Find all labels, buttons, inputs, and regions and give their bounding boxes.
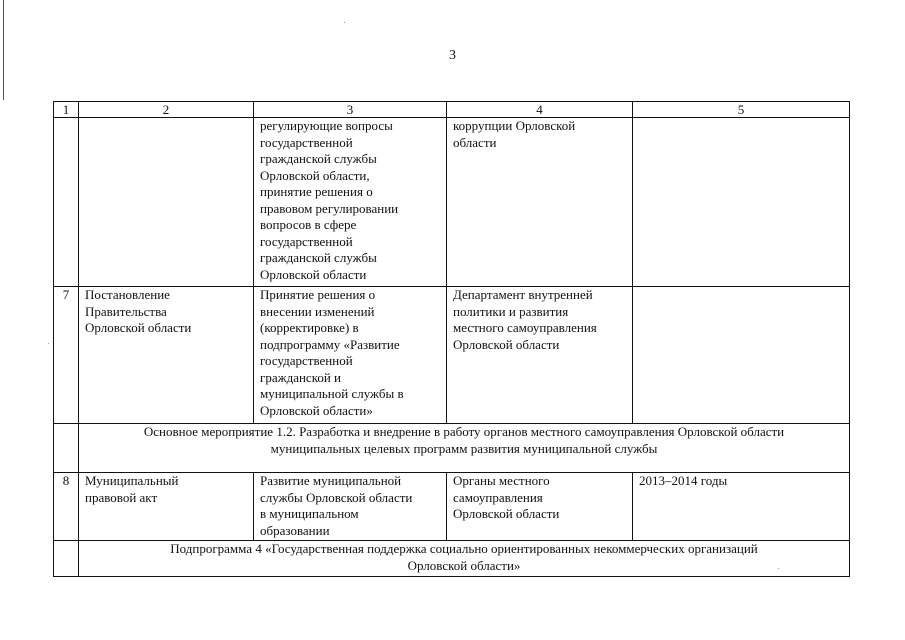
table-row-continued [54,118,850,287]
header-cell: 5 [633,102,850,118]
scan-speck [344,22,345,23]
header-cell: 2 [79,102,254,118]
content-cell: Принятие решения о внесении изменений (корректировке) в подпрограмму «Развитие государственной гражданской и муниципальной службы в Орловской области» [254,287,447,424]
content-cell: Развитие муниципальной службы Орловской области в муниципальном образовании [254,473,447,541]
row-number [54,118,79,287]
document-type-cell [79,118,254,287]
header-cell: 4 [447,102,633,118]
row-number [54,424,79,473]
table-row-8 [54,473,850,541]
row-number [54,541,79,577]
subprogram-heading-row [54,541,850,577]
section-heading-1-2: Основное мероприятие 1.2. Разработка и внедрение в работу органов местного самоуправления Орловской области муниципальных целевых программ развития муниципальной службы [79,424,850,473]
executor-cell: Органы местного самоуправления Орловской области [447,473,633,541]
header-cell: 3 [254,102,447,118]
document-type-cell: Постановление Правительства Орловской области [79,287,254,424]
program-table [53,101,850,577]
table-row-7 [54,287,850,424]
executor-cell: коррупции Орловской области [447,118,633,287]
deadline-cell [633,118,850,287]
header-cell: 1 [54,102,79,118]
row-number: 8 [54,473,79,541]
row-number: 7 [54,287,79,424]
executor-cell: Департамент внутренней политики и развития местного самоуправления Орловской области [447,287,633,424]
content-cell: регулирующие вопросы государственной гражданской службы Орловской области, принятие решения о правовом регулировании вопросов в сфере государственной гражданской службы Орловской области [254,118,447,287]
document-type-cell: Муниципальный правовой акт [79,473,254,541]
deadline-cell: 2013–2014 годы [633,473,850,541]
deadline-cell [633,287,850,424]
section-heading-row [54,424,850,473]
header-row [54,102,850,118]
scan-speck [48,343,49,344]
subprogram-4-heading: Подпрограмма 4 «Государственная поддержка социально ориентированных некоммерческих организаций Орловской области» [79,541,850,577]
page-number: 3 [449,48,456,63]
